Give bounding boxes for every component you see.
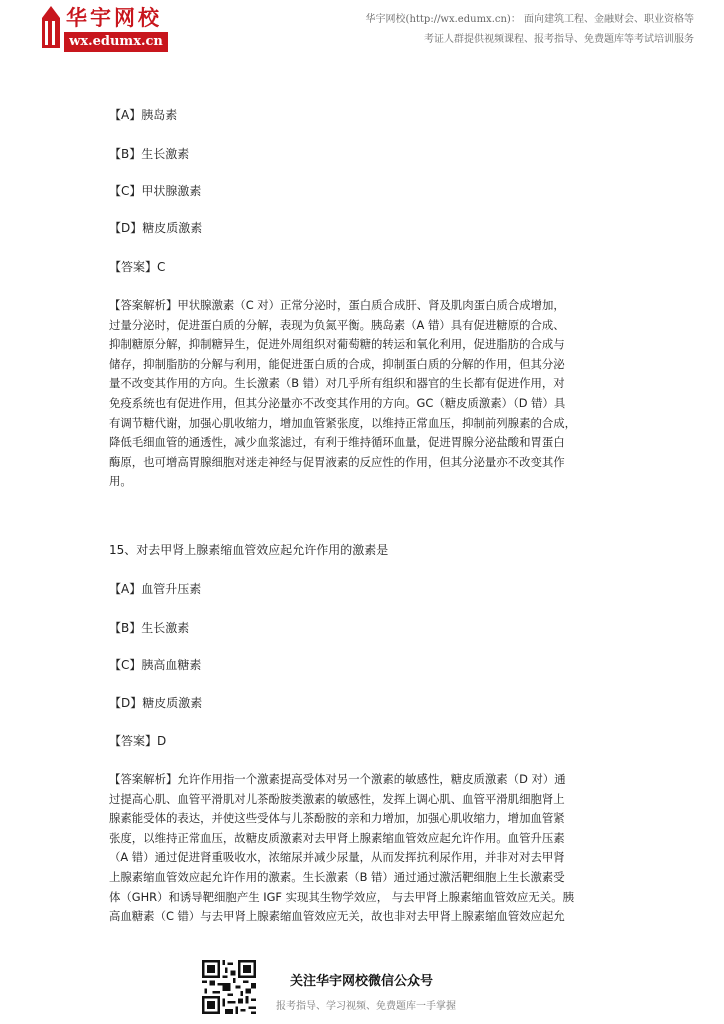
logo-chinese-name: 华宇网校 — [66, 5, 162, 30]
logo-url: wx.edumx.cn — [64, 32, 168, 52]
q15-option-a: 【A】血管升压素 — [109, 582, 202, 596]
q15-analysis — [109, 770, 617, 927]
q14-option-a: 【A】胰岛素 — [109, 108, 178, 122]
q14-analysis-line: 量不改变其作用的方向。生长激素（B 错）对几乎所有组织和器官的生长都有促进作用，对 — [109, 376, 565, 391]
q15-analysis-line: 过提高心肌、血管平滑肌对儿茶酚胺类激素的敏感性，发挥上调心肌、血管平滑肌细胞肾上 — [109, 791, 565, 806]
huayu-logo[interactable] — [38, 6, 168, 52]
wechat-qr-code-icon[interactable] — [202, 960, 256, 1014]
q15-analysis-line: 高血糖素（C 错）与去甲肾上腺素缩血管效应无关，故也非对去甲肾上腺素缩血管效应起允 — [109, 909, 565, 924]
q14-option-c: 【C】甲状腺激素 — [109, 184, 202, 198]
q14-analysis-line: 【答案解析】甲状腺激素（C 对）正常分泌时，蛋白质合成肝、肾及肌肉蛋白质合成增加， — [109, 298, 565, 312]
q14-analysis-line: 酶原，也可增高胃腺细胞对迷走神经与促胃液素的反应性的作用，但其分泌量亦不改变其作 — [109, 454, 565, 469]
header-tagline-2: 考证人群提供视频课程、报考指导、免费题库等考试培训服务 — [424, 34, 694, 45]
q14-analysis-line: 降低毛细血管的通透性，减少血浆滤过，有利于维持循环血量，促进胃腺分泌盐酸和胃蛋白 — [109, 435, 565, 450]
q15-analysis-line: 体（GHR）和诱导靶细胞产生 IGF 实现其生物学效应， 与去甲肾上腺素缩血管效应无关。胰 — [109, 889, 574, 904]
page-header — [0, 0, 724, 58]
header-tagline-1: 华宇网校(http://wx.edumx.cn)： 面向建筑工程、金融财会、职业资格等 — [365, 14, 694, 25]
q14-analysis-line: 过量分泌时，促进蛋白质的分解，表现为负氮平衡。胰岛素（A 错）具有促进糖原的合成、 — [109, 317, 565, 332]
pencil-logo-icon — [38, 6, 64, 52]
q15-analysis-line: 【答案解析】允许作用指一个激素提高受体对另一个激素的敏感性，糖皮质激素（D 对）通 — [109, 772, 566, 786]
q15-analysis-line: 上腺素缩血管效应起允许作用的激素。生长激素（B 错）通过通过激活靶细胞上生长激素受 — [109, 869, 565, 884]
q15-option-b: 【B】生长激素 — [109, 621, 190, 635]
q14-analysis-line: 有调节糖代谢，加强心肌收缩力，增加血管紧张度，以维持正常血压，抑制前列腺素的合成， — [109, 415, 577, 430]
q15-option-c: 【C】胰高血糖素 — [109, 658, 202, 672]
q15-analysis-line: 张度，以维持正常血压，故糖皮质激素对去甲肾上腺素缩血管效应起允许作用。血管升压素 — [109, 830, 565, 845]
q14-analysis-line: 抑制糖原分解，抑制糖异生，促进外周组织对葡萄糖的转运和氧化利用，促进脂肪的合成与 — [109, 337, 565, 352]
q15-analysis-line: （A 错）通过促进肾重吸收水，浓缩尿并减少尿量，从而发挥抗利尿作用，并非对对去甲肾 — [109, 850, 565, 865]
q14-analysis-line: 用。 — [109, 474, 132, 489]
q14-answer: 【答案】C — [109, 260, 166, 274]
q14-option-b: 【B】生长激素 — [109, 147, 190, 161]
q15-analysis-line: 腺素能受体的表达，并使这些受体与儿茶酚胺的亲和力增加，加强心肌收缩力，增加血管紧 — [109, 811, 565, 826]
q15-answer: 【答案】D — [109, 734, 167, 748]
q15-question: 15、对去甲肾上腺素缩血管效应起允许作用的激素是 — [109, 543, 389, 557]
q14-analysis-line: 免疫系统也有促进作用，但其分泌量亦不改变其作用的方向。GC（糖皮质激素）（D 错）具 — [109, 395, 566, 410]
q14-option-d: 【D】糖皮质激素 — [109, 221, 203, 235]
footer-subtitle: 报考指导、学习视频、免费题库一手掌握 — [276, 1001, 456, 1012]
q14-analysis-line: 储存，抑制脂肪的分解与利用，能促进蛋白质的合成，抑制蛋白质的分解的作用，但其分泌 — [109, 356, 565, 371]
footer-title: 关注华宇网校微信公众号 — [290, 974, 434, 989]
q14-analysis — [109, 296, 617, 492]
q15-option-d: 【D】糖皮质激素 — [109, 696, 203, 710]
